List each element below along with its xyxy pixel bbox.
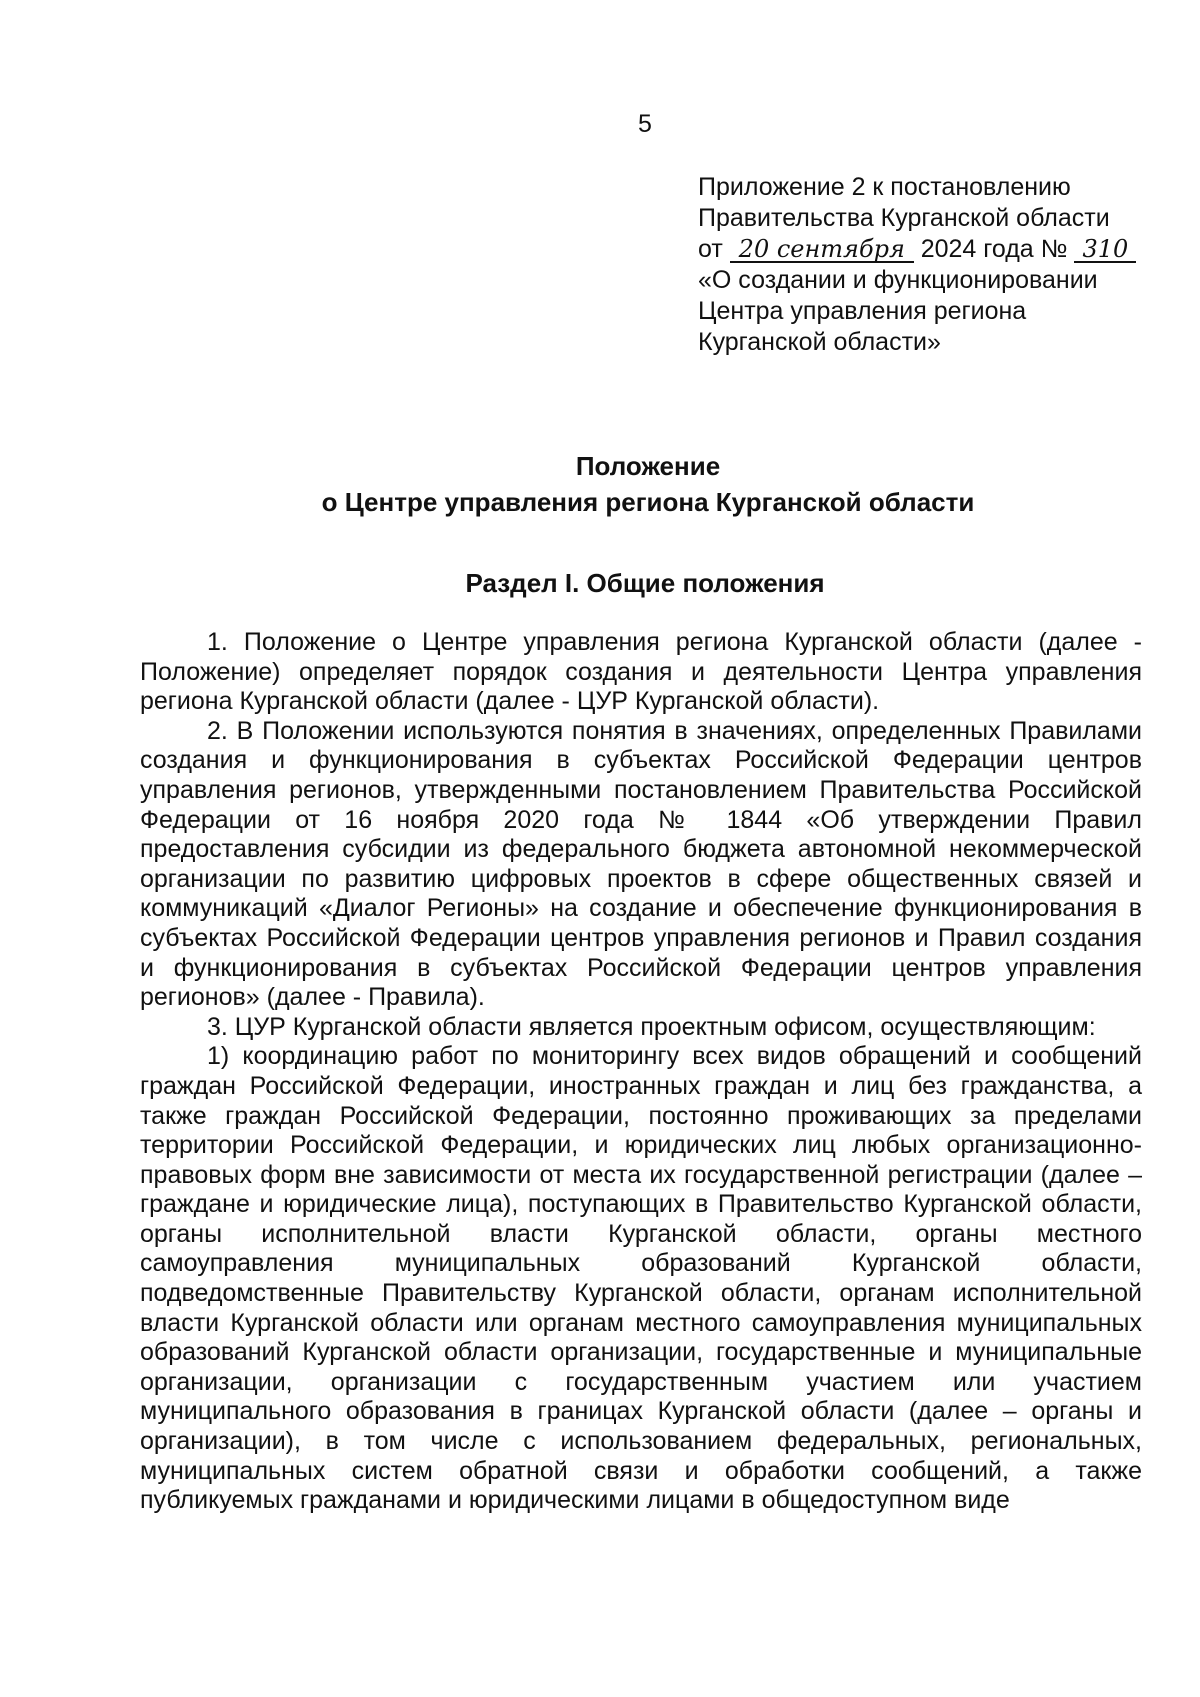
appendix-line-5: Центра управления региона: [698, 297, 1027, 325]
appendix-year-label: 2024 года №: [920, 235, 1068, 263]
appendix-line-4: «О создании и функционировании: [698, 266, 1098, 294]
paragraph-3: 3. ЦУР Курганской области является проектным офисом, осуществляющим:: [207, 1012, 1096, 1041]
paragraph-1: 1. Положение о Центре управления региона Курганской области (далее - Положение) определяет порядок создания и деятельности Центра управления региона Курганской области (далее - ЦУР Курганской области).: [140, 628, 1142, 716]
document-title: [48, 448, 1200, 520]
title-line-1: Положение: [575, 451, 721, 481]
title-line-2: о Центре управления региона Курганской области: [321, 487, 975, 517]
handwritten-date: 20 сентября: [730, 237, 914, 263]
appendix-line-3: [698, 234, 1168, 265]
body-text: [140, 628, 1142, 1516]
section-title: Раздел I. Общие положения: [465, 568, 825, 598]
appendix-line-1: Приложение 2 к постановлению: [698, 173, 1071, 201]
paragraph-2: 2. В Положении используются понятия в значениях, определенных Правилами создания и функционирования в субъектах Российской Федерации центров управления регионов, утвержденными постановлением Правительства Российской Федерации от 16 ноября 2020 года № 1844 «Об утверждении Правил предоставления субсидии из федерального бюджета автономной некоммерческой организации по развитию цифровых проектов в сфере общественных связей и коммуникаций «Диалог Регионы» на создание и обеспечение функционирования в субъектах Российской Федерации центров управления регионов и Правил создания и функционирования в субъектах Российской Федерации центров управления регионов» (далее - Правила).: [140, 716, 1142, 1012]
appendix-date-prefix: от: [698, 235, 723, 263]
appendix-line-2: Правительства Курганской области: [698, 204, 1110, 232]
appendix-line-6: Курганской области»: [698, 328, 941, 356]
appendix-header: [698, 172, 1168, 358]
page-number: 5: [638, 110, 652, 138]
paragraph-4: 1) координацию работ по мониторингу всех видов обращений и сообщений граждан Российской Федерации, иностранных граждан и лиц без гражданства, а также граждан Российской Федерации, постоянно проживающих за пределами территории Российской Федерации, и юридических лиц любых организационно-правовых форм вне зависимости от места их государственной регистрации (далее – граждане и юридические лица), поступающих в Правительство Курганской области, органы исполнительной власти Курганской области, органы местного самоуправления муниципальных образований Курганской области, подведомственные Правительству Курганской области, органам исполнительной власти Курганской области или органам местного самоуправления муниципальных образований Курганской области организации, государственные и муниципальные организации, организации с государственным участием или участием муниципального образования в границах Курганской области (далее – органы и организации), в том числе с использованием федеральных, региональных, муниципальных систем обратной связи и обработки сообщений, а также публикуемых гражданами и юридическими лицами в общедоступном виде: [140, 1042, 1142, 1515]
handwritten-number: 310: [1074, 237, 1136, 263]
